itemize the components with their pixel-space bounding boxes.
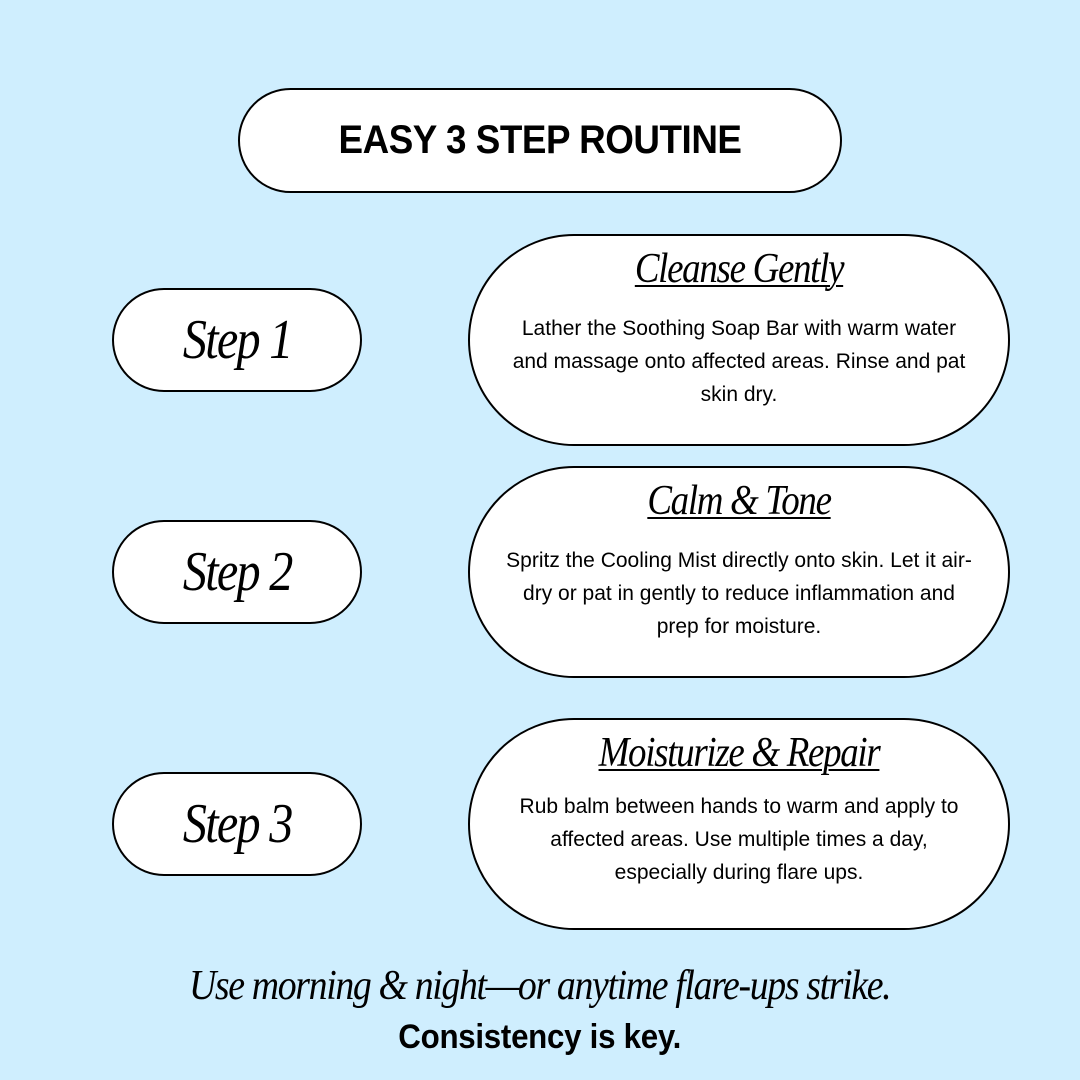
step-2-label: Step 2 bbox=[182, 541, 292, 603]
footer-tagline-text: Use morning & night—or anytime flare-ups strike. bbox=[189, 963, 891, 1009]
footer-tagline bbox=[0, 962, 1080, 1010]
step-3-card bbox=[468, 718, 1010, 930]
step-1-label: Step 1 bbox=[182, 309, 292, 371]
step-3-label: Step 3 bbox=[182, 793, 292, 855]
step-1-badge bbox=[112, 288, 362, 392]
footer-emphasis bbox=[0, 1018, 1080, 1057]
step-1-heading: Cleanse Gently bbox=[634, 246, 844, 292]
step-1-description: Lather the Soothing Soap Bar with warm water and massage onto affected areas. Rinse and pat skin dry. bbox=[512, 317, 966, 406]
page-title: EASY 3 STEP ROUTINE bbox=[338, 118, 742, 162]
step-2-badge bbox=[112, 520, 362, 624]
step-3-description: Rub balm between hands to warm and apply to affected areas. Use multiple times a day, especially during flare ups. bbox=[519, 795, 959, 884]
step-3-heading: Moisturize & Repair bbox=[598, 730, 880, 776]
title-pill bbox=[238, 88, 842, 193]
step-1-card bbox=[468, 234, 1010, 446]
step-3-badge bbox=[112, 772, 362, 876]
step-2-heading: Calm & Tone bbox=[647, 478, 831, 524]
footer-emphasis-text: Consistency is key. bbox=[398, 1018, 682, 1056]
step-2-card bbox=[468, 466, 1010, 678]
step-2-description: Spritz the Cooling Mist directly onto skin. Let it air-dry or pat in gently to reduce inflammation and prep for moisture. bbox=[506, 549, 972, 638]
